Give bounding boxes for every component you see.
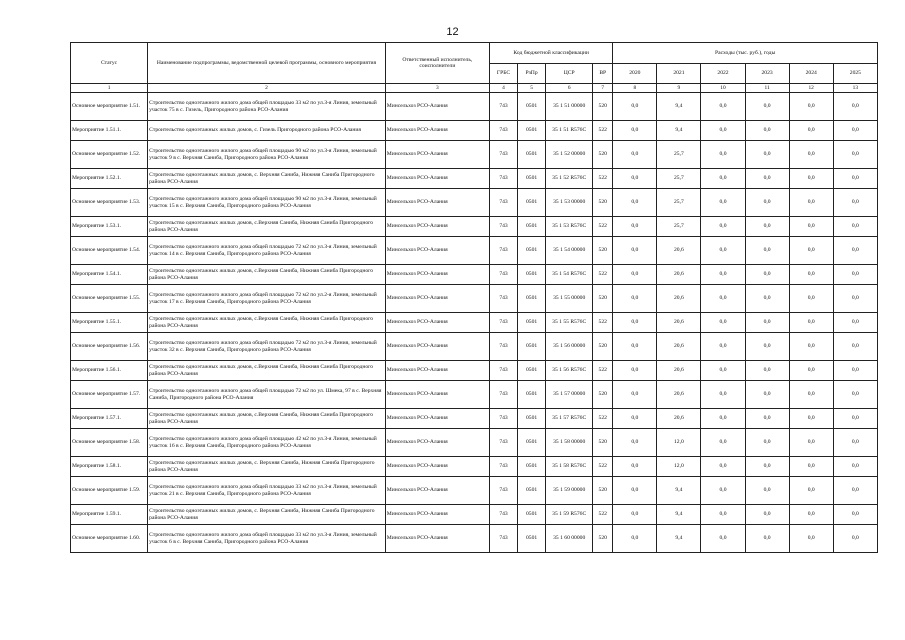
header-grbs: ГРБС (489, 64, 517, 84)
expense-value-cell: 0,0 (701, 141, 745, 169)
status-cell: Основное мероприятие 1.59. (71, 477, 148, 505)
header-year: 2021 (657, 64, 701, 84)
csr-cell: 35 1 55 R576C (546, 313, 593, 333)
rzpr-cell: 0501 (518, 505, 546, 525)
expense-value-cell: 0,0 (701, 121, 745, 141)
csr-cell: 35 1 52 00000 (546, 141, 593, 169)
expense-value-cell: 20,6 (657, 361, 701, 381)
expense-value-cell: 0,0 (613, 169, 657, 189)
column-number: 12 (789, 84, 833, 93)
expense-value-cell: 0,0 (701, 409, 745, 429)
header-csr: ЦСР (546, 64, 593, 84)
expense-value-cell: 0,0 (833, 429, 877, 457)
rzpr-cell: 0501 (518, 457, 546, 477)
csr-cell: 35 1 59 R576C (546, 505, 593, 525)
expense-value-cell: 25,7 (657, 169, 701, 189)
expense-value-cell: 0,0 (745, 217, 789, 237)
csr-cell: 35 1 56 00000 (546, 333, 593, 361)
rzpr-cell: 0501 (518, 189, 546, 217)
grbs-cell: 743 (489, 169, 517, 189)
expense-value-cell: 0,0 (613, 285, 657, 313)
expenses-table (70, 42, 878, 553)
executor-cell: Минсельхоз РСО-Алания (385, 169, 489, 189)
expense-value-cell: 0,0 (833, 217, 877, 237)
expense-value-cell: 0,0 (613, 381, 657, 409)
column-number: 7 (593, 84, 613, 93)
table-row (71, 429, 878, 457)
rzpr-cell: 0501 (518, 477, 546, 505)
column-number: 6 (546, 84, 593, 93)
executor-cell: Минсельхоз РСО-Алания (385, 429, 489, 457)
grbs-cell: 743 (489, 361, 517, 381)
status-cell: Основное мероприятие 1.53. (71, 189, 148, 217)
expense-value-cell: 0,0 (745, 141, 789, 169)
expense-value-cell: 0,0 (833, 409, 877, 429)
table-row (71, 313, 878, 333)
expense-value-cell: 0,0 (613, 505, 657, 525)
expense-value-cell: 0,0 (789, 361, 833, 381)
expense-value-cell: 9,4 (657, 93, 701, 121)
executor-cell: Минсельхоз РСО-Алания (385, 217, 489, 237)
header-year: 2020 (613, 64, 657, 84)
header-year: 2023 (745, 64, 789, 84)
expense-value-cell: 0,0 (789, 217, 833, 237)
rzpr-cell: 0501 (518, 285, 546, 313)
status-cell: Мероприятие 1.55.1. (71, 313, 148, 333)
rzpr-cell: 0501 (518, 141, 546, 169)
header-status: Статус (71, 43, 148, 84)
vr-cell: 520 (593, 525, 613, 553)
rzpr-cell: 0501 (518, 265, 546, 285)
vr-cell: 522 (593, 313, 613, 333)
column-number: 3 (385, 84, 489, 93)
expense-value-cell: 0,0 (613, 265, 657, 285)
grbs-cell: 743 (489, 265, 517, 285)
vr-cell: 520 (593, 189, 613, 217)
expense-value-cell: 0,0 (789, 477, 833, 505)
column-number: 2 (148, 84, 386, 93)
expense-value-cell: 20,6 (657, 285, 701, 313)
vr-cell: 522 (593, 121, 613, 141)
executor-cell: Минсельхоз РСО-Алания (385, 141, 489, 169)
executor-cell: Минсельхоз РСО-Алания (385, 361, 489, 381)
rzpr-cell: 0501 (518, 429, 546, 457)
executor-cell: Минсельхоз РСО-Алания (385, 477, 489, 505)
csr-cell: 35 1 53 R576C (546, 217, 593, 237)
csr-cell: 35 1 52 R576C (546, 169, 593, 189)
expense-value-cell: 0,0 (701, 457, 745, 477)
vr-cell: 522 (593, 457, 613, 477)
expense-value-cell: 0,0 (833, 141, 877, 169)
table-row (71, 169, 878, 189)
column-number: 1 (71, 84, 148, 93)
expense-value-cell: 0,0 (701, 381, 745, 409)
expense-value-cell: 0,0 (789, 93, 833, 121)
expense-value-cell: 0,0 (833, 189, 877, 217)
status-cell: Основное мероприятие 1.60. (71, 525, 148, 553)
grbs-cell: 743 (489, 93, 517, 121)
table-row (71, 361, 878, 381)
status-cell: Мероприятие 1.59.1. (71, 505, 148, 525)
name-cell: Строительство одноэтажных жилых домов, с.Верхняя Саниба, Нижняя Саниба Пригородного района РСО-Алания (148, 265, 386, 285)
vr-cell: 520 (593, 333, 613, 361)
column-number: 13 (833, 84, 877, 93)
expense-value-cell: 0,0 (701, 217, 745, 237)
csr-cell: 35 1 54 00000 (546, 237, 593, 265)
expense-value-cell: 25,7 (657, 189, 701, 217)
expense-value-cell: 0,0 (745, 505, 789, 525)
header-codes-group: Код бюджетной классификации (489, 43, 612, 64)
executor-cell: Минсельхоз РСО-Алания (385, 313, 489, 333)
csr-cell: 35 1 51 00000 (546, 93, 593, 121)
header-year: 2022 (701, 64, 745, 84)
expense-value-cell: 0,0 (789, 525, 833, 553)
expense-value-cell: 0,0 (613, 333, 657, 361)
expense-value-cell: 0,0 (701, 265, 745, 285)
rzpr-cell: 0501 (518, 333, 546, 361)
rzpr-cell: 0501 (518, 217, 546, 237)
expense-value-cell: 0,0 (833, 361, 877, 381)
grbs-cell: 743 (489, 237, 517, 265)
expense-value-cell: 0,0 (833, 93, 877, 121)
expense-value-cell: 0,0 (701, 505, 745, 525)
expense-value-cell: 0,0 (789, 265, 833, 285)
expense-value-cell: 0,0 (613, 237, 657, 265)
grbs-cell: 743 (489, 505, 517, 525)
vr-cell: 522 (593, 505, 613, 525)
csr-cell: 35 1 53 00000 (546, 189, 593, 217)
expense-value-cell: 0,0 (789, 237, 833, 265)
table-row (71, 505, 878, 525)
expense-value-cell: 20,6 (657, 381, 701, 409)
expense-value-cell: 0,0 (833, 381, 877, 409)
expense-value-cell: 0,0 (789, 381, 833, 409)
expense-value-cell: 0,0 (745, 361, 789, 381)
status-cell: Основное мероприятие 1.55. (71, 285, 148, 313)
expense-value-cell: 12,0 (657, 457, 701, 477)
grbs-cell: 743 (489, 477, 517, 505)
name-cell: Строительство одноэтажных жилых домов, с. Верхняя Саниба, Нижняя Саниба Пригородного района РСО-Алания (148, 457, 386, 477)
expense-value-cell: 0,0 (833, 237, 877, 265)
vr-cell: 522 (593, 409, 613, 429)
expense-value-cell: 0,0 (833, 333, 877, 361)
column-number: 10 (701, 84, 745, 93)
name-cell: Строительство одноэтажного жилого дома общей площадью 72 м2 по ул. Шмека, 97 в с. Верхняя Саниба, Пригородного района РСО-Алания (148, 381, 386, 409)
executor-cell: Минсельхоз РСО-Алания (385, 525, 489, 553)
expense-value-cell: 0,0 (789, 457, 833, 477)
name-cell: Строительство одноэтажного жилого дома общей площадью 42 м2 по ул.З-я Линия, земельный участок 16 в с. Верхняя Саниба, Пригородного района РСО-Алания (148, 429, 386, 457)
executor-cell: Минсельхоз РСО-Алания (385, 93, 489, 121)
name-cell: Строительство одноэтажных жилых домов, с.Верхняя Саниба, Нижняя Саниба Пригородного района РСО-Алания (148, 361, 386, 381)
vr-cell: 520 (593, 285, 613, 313)
expense-value-cell: 0,0 (613, 121, 657, 141)
expense-value-cell: 0,0 (745, 429, 789, 457)
name-cell: Строительство одноэтажных жилых домов, с.Верхняя Саниба, Нижняя Саниба Пригородного района РСО-Алания (148, 313, 386, 333)
expense-value-cell: 0,0 (745, 313, 789, 333)
grbs-cell: 743 (489, 429, 517, 457)
expense-value-cell: 0,0 (613, 313, 657, 333)
executor-cell: Минсельхоз РСО-Алания (385, 265, 489, 285)
status-cell: Мероприятие 1.57.1. (71, 409, 148, 429)
table-row (71, 141, 878, 169)
status-cell: Основное мероприятие 1.56. (71, 333, 148, 361)
table-row (71, 121, 878, 141)
table-row (71, 477, 878, 505)
status-cell: Основное мероприятие 1.52. (71, 141, 148, 169)
header-vr: ВР (593, 64, 613, 84)
expense-value-cell: 0,0 (613, 189, 657, 217)
expense-value-cell: 0,0 (701, 477, 745, 505)
expense-value-cell: 20,6 (657, 313, 701, 333)
expense-value-cell: 0,0 (613, 217, 657, 237)
expense-value-cell: 0,0 (789, 189, 833, 217)
expense-value-cell: 0,0 (745, 265, 789, 285)
name-cell: Строительство одноэтажных жилых домов, с. Верхняя Саниба, Нижняя Саниба Пригородного района РСО-Алания (148, 169, 386, 189)
expense-value-cell: 0,0 (833, 121, 877, 141)
expense-value-cell: 0,0 (745, 409, 789, 429)
expense-value-cell: 0,0 (833, 457, 877, 477)
expense-value-cell: 0,0 (613, 457, 657, 477)
csr-cell: 35 1 57 00000 (546, 381, 593, 409)
table-row (71, 189, 878, 217)
expense-value-cell: 9,4 (657, 121, 701, 141)
csr-cell: 35 1 59 00000 (546, 477, 593, 505)
vr-cell: 520 (593, 477, 613, 505)
name-cell: Строительство одноэтажного жилого дома общей площадью 33 м2 по ул.З-я Линия, земельный участок 6 в с. Верхняя Саниба, Пригородного района РСО-Алания (148, 525, 386, 553)
name-cell: Строительство одноэтажных жилых домов, с.Верхняя Саниба, Нижняя Саниба Пригородного района РСО-Алания (148, 409, 386, 429)
column-number: 8 (613, 84, 657, 93)
table-row (71, 265, 878, 285)
column-number: 11 (745, 84, 789, 93)
page-number: 12 (446, 26, 459, 38)
csr-cell: 35 1 54 R576C (546, 265, 593, 285)
rzpr-cell: 0501 (518, 93, 546, 121)
table-row (71, 457, 878, 477)
expense-value-cell: 0,0 (613, 429, 657, 457)
executor-cell: Минсельхоз РСО-Алания (385, 505, 489, 525)
expense-value-cell: 0,0 (789, 333, 833, 361)
grbs-cell: 743 (489, 525, 517, 553)
header-year: 2025 (833, 64, 877, 84)
status-cell: Мероприятие 1.51.1. (71, 121, 148, 141)
expense-value-cell: 0,0 (789, 505, 833, 525)
rzpr-cell: 0501 (518, 525, 546, 553)
expense-value-cell: 0,0 (745, 381, 789, 409)
table-row (71, 93, 878, 121)
expense-value-cell: 0,0 (789, 313, 833, 333)
rzpr-cell: 0501 (518, 381, 546, 409)
vr-cell: 520 (593, 237, 613, 265)
status-cell: Основное мероприятие 1.57. (71, 381, 148, 409)
csr-cell: 35 1 57 R576C (546, 409, 593, 429)
status-cell: Мероприятие 1.52.1. (71, 169, 148, 189)
header-name: Наименование подпрограммы, ведомственной целевой программы, основного мероприятия (148, 43, 386, 84)
expense-value-cell: 0,0 (613, 361, 657, 381)
expense-value-cell: 0,0 (613, 477, 657, 505)
expense-value-cell: 0,0 (833, 265, 877, 285)
name-cell: Строительство одноэтажного жилого дома общей площадью 72 м2 по ул.З-я Линия, земельный участок 14 в с. Верхняя Саниба, Пригородного района РСО-Алания (148, 237, 386, 265)
expense-value-cell: 9,4 (657, 477, 701, 505)
rzpr-cell: 0501 (518, 361, 546, 381)
csr-cell: 35 1 58 00000 (546, 429, 593, 457)
table-row (71, 409, 878, 429)
expense-value-cell: 0,0 (789, 429, 833, 457)
status-cell: Мероприятие 1.58.1. (71, 457, 148, 477)
expense-value-cell: 0,0 (613, 93, 657, 121)
grbs-cell: 743 (489, 313, 517, 333)
rzpr-cell: 0501 (518, 169, 546, 189)
vr-cell: 522 (593, 169, 613, 189)
expense-value-cell: 0,0 (745, 333, 789, 361)
expense-value-cell: 0,0 (701, 429, 745, 457)
expense-value-cell: 0,0 (833, 313, 877, 333)
expense-value-cell: 0,0 (701, 361, 745, 381)
expense-value-cell: 0,0 (701, 237, 745, 265)
status-cell: Мероприятие 1.53.1. (71, 217, 148, 237)
grbs-cell: 743 (489, 457, 517, 477)
expense-value-cell: 9,4 (657, 525, 701, 553)
status-cell: Мероприятие 1.56.1. (71, 361, 148, 381)
rzpr-cell: 0501 (518, 409, 546, 429)
name-cell: Строительство одноэтажного жилого дома общей площадью 33 м2 по ул.З-я Линия, земельный участок 21 в с. Верхняя Саниба, Пригородного района РСО-Алания (148, 477, 386, 505)
name-cell: Строительство одноэтажных жилых домов, с. Гизель Пригородного района РСО-Алания (148, 121, 386, 141)
vr-cell: 520 (593, 141, 613, 169)
grbs-cell: 743 (489, 409, 517, 429)
status-cell: Основное мероприятие 1.51. (71, 93, 148, 121)
grbs-cell: 743 (489, 121, 517, 141)
expense-value-cell: 0,0 (701, 169, 745, 189)
expense-value-cell: 0,0 (745, 477, 789, 505)
table-row (71, 525, 878, 553)
csr-cell: 35 1 56 R576C (546, 361, 593, 381)
column-number: 4 (489, 84, 517, 93)
expense-value-cell: 0,0 (701, 313, 745, 333)
header-expenses-group: Расходы (тыс. руб.), годы (613, 43, 878, 64)
table-row (71, 237, 878, 265)
csr-cell: 35 1 60 00000 (546, 525, 593, 553)
expense-value-cell: 20,6 (657, 333, 701, 361)
table-row (71, 333, 878, 361)
expense-value-cell: 0,0 (745, 169, 789, 189)
expense-value-cell: 12,0 (657, 429, 701, 457)
column-number: 5 (518, 84, 546, 93)
status-cell: Основное мероприятие 1.54. (71, 237, 148, 265)
csr-cell: 35 1 51 R576C (546, 121, 593, 141)
expense-value-cell: 20,6 (657, 409, 701, 429)
csr-cell: 35 1 58 R576C (546, 457, 593, 477)
expense-value-cell: 20,6 (657, 237, 701, 265)
executor-cell: Минсельхоз РСО-Алания (385, 381, 489, 409)
expense-value-cell: 0,0 (701, 525, 745, 553)
table-row (71, 285, 878, 313)
name-cell: Строительство одноэтажного жилого дома общей площадью 72 м2 по ул.2-я Линия, земельный участок 17 в с. Верхняя Саниба, Пригородного района РСО-Алания (148, 285, 386, 313)
expense-value-cell: 0,0 (745, 457, 789, 477)
vr-cell: 520 (593, 93, 613, 121)
expense-value-cell: 0,0 (745, 285, 789, 313)
executor-cell: Минсельхоз РСО-Алания (385, 189, 489, 217)
expense-value-cell: 0,0 (789, 121, 833, 141)
grbs-cell: 743 (489, 141, 517, 169)
table-row (71, 217, 878, 237)
expense-value-cell: 0,0 (701, 189, 745, 217)
expense-value-cell: 9,4 (657, 505, 701, 525)
expense-value-cell: 0,0 (745, 525, 789, 553)
expense-value-cell: 0,0 (789, 409, 833, 429)
rzpr-cell: 0501 (518, 121, 546, 141)
expense-value-cell: 0,0 (745, 93, 789, 121)
executor-cell: Минсельхоз РСО-Алания (385, 409, 489, 429)
header-rzpr: РзПр (518, 64, 546, 84)
rzpr-cell: 0501 (518, 313, 546, 333)
name-cell: Строительство одноэтажного жилого дома общей площадью 90 м2 по ул.З-я Линия, земельный участок 15 в с. Верхняя Саниба, Пригородного района РСО-Алания (148, 189, 386, 217)
column-number: 9 (657, 84, 701, 93)
grbs-cell: 743 (489, 333, 517, 361)
name-cell: Строительство одноэтажных жилых домов, с.Верхняя Саниба, Нижняя Саниба Пригородного района РСО-Алания (148, 217, 386, 237)
name-cell: Строительство одноэтажного жилого дома общей площадью 33 м2 по ул.З-я Линия, земельный участок 75 в с. Гизель, Пригородного района РСО-Алания (148, 93, 386, 121)
rzpr-cell: 0501 (518, 237, 546, 265)
expense-value-cell: 0,0 (833, 525, 877, 553)
header-year: 2024 (789, 64, 833, 84)
expense-value-cell: 25,7 (657, 217, 701, 237)
expense-value-cell: 0,0 (789, 285, 833, 313)
name-cell: Строительство одноэтажных жилых домов, с. Верхняя Саниба, Нижняя Саниба Пригородного района РСО-Алания (148, 505, 386, 525)
vr-cell: 522 (593, 265, 613, 285)
name-cell: Строительство одноэтажного жилого дома общей площадью 72 м2 по ул.З-я Линия, земельный участок 32 в с. Верхняя Саниба, Пригородного района РСО-Алания (148, 333, 386, 361)
executor-cell: Минсельхоз РСО-Алания (385, 285, 489, 313)
expense-value-cell: 0,0 (613, 409, 657, 429)
expense-value-cell: 0,0 (745, 121, 789, 141)
table-row (71, 381, 878, 409)
expense-value-cell: 0,0 (833, 505, 877, 525)
vr-cell: 522 (593, 361, 613, 381)
grbs-cell: 743 (489, 189, 517, 217)
expense-value-cell: 0,0 (833, 285, 877, 313)
grbs-cell: 743 (489, 217, 517, 237)
expense-value-cell: 25,7 (657, 141, 701, 169)
expense-value-cell: 20,6 (657, 265, 701, 285)
executor-cell: Минсельхоз РСО-Алания (385, 457, 489, 477)
grbs-cell: 743 (489, 285, 517, 313)
expense-value-cell: 0,0 (833, 477, 877, 505)
expense-value-cell: 0,0 (745, 237, 789, 265)
expense-value-cell: 0,0 (613, 141, 657, 169)
executor-cell: Минсельхоз РСО-Алания (385, 237, 489, 265)
status-cell: Мероприятие 1.54.1. (71, 265, 148, 285)
csr-cell: 35 1 55 00000 (546, 285, 593, 313)
expense-value-cell: 0,0 (745, 189, 789, 217)
executor-cell: Минсельхоз РСО-Алания (385, 121, 489, 141)
vr-cell: 520 (593, 429, 613, 457)
expense-value-cell: 0,0 (701, 93, 745, 121)
expense-value-cell: 0,0 (789, 141, 833, 169)
executor-cell: Минсельхоз РСО-Алания (385, 333, 489, 361)
expense-value-cell: 0,0 (701, 333, 745, 361)
vr-cell: 522 (593, 217, 613, 237)
vr-cell: 520 (593, 381, 613, 409)
expense-value-cell: 0,0 (613, 525, 657, 553)
status-cell: Основное мероприятие 1.58. (71, 429, 148, 457)
expense-value-cell: 0,0 (833, 169, 877, 189)
expense-value-cell: 0,0 (701, 285, 745, 313)
header-executor: Ответственный исполнитель, соисполнители (385, 43, 489, 84)
expense-value-cell: 0,0 (789, 169, 833, 189)
name-cell: Строительство одноэтажного жилого дома общей площадью 90 м2 по ул.З-я Линия, земельный участок 9 в с. Верхняя Саниба, Пригородного района РСО-Алания (148, 141, 386, 169)
grbs-cell: 743 (489, 381, 517, 409)
